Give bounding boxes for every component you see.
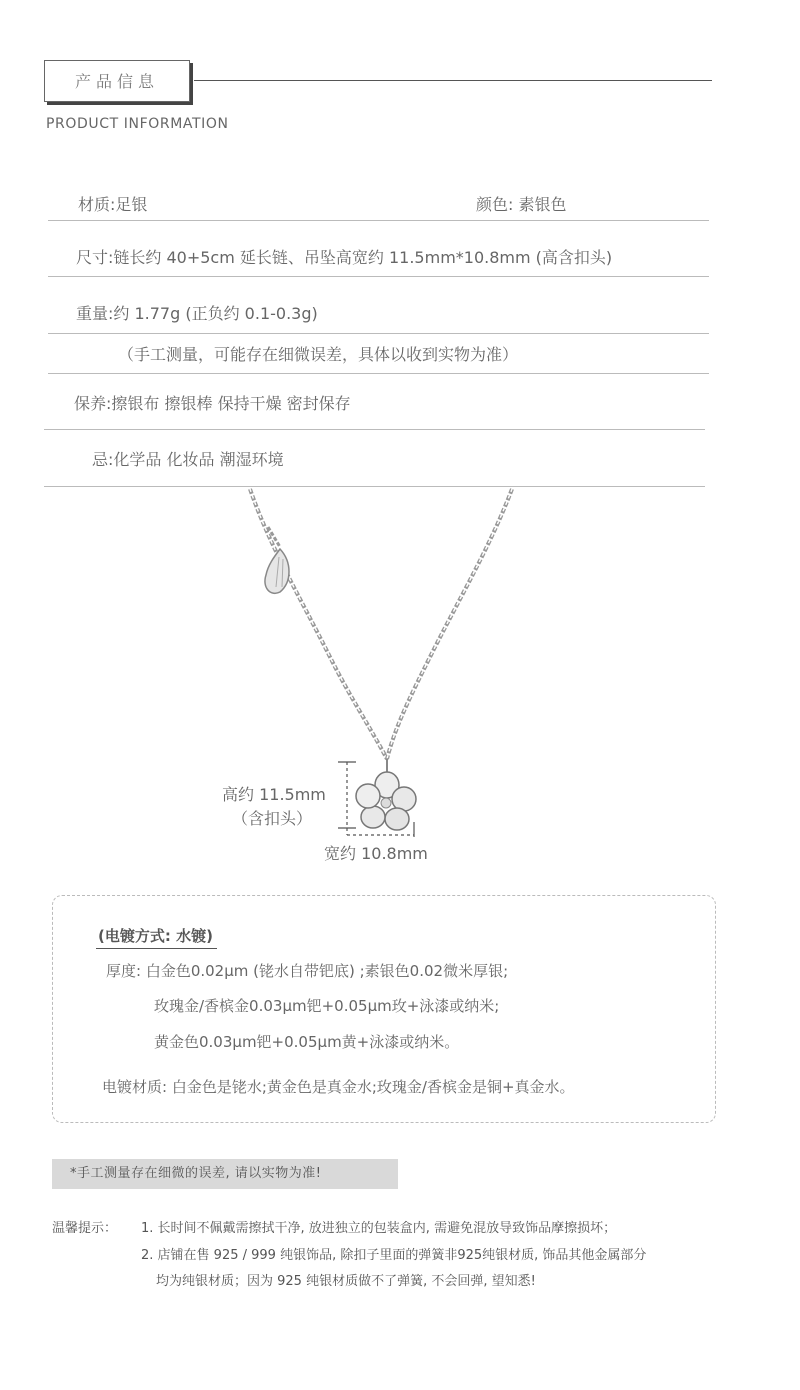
row-divider [48,373,709,374]
spec-color: 颜色: 素银色 [476,195,567,214]
section-title: 产品信息 [74,72,159,91]
tip-item-2: 2. 店铺在售 925 / 999 纯银饰品, 除扣子里面的弹簧非925纯银材质, 饰品其他金属部分 [141,1248,647,1263]
flower-pendant-icon [356,759,416,830]
height-note: （含扣头） [232,809,313,828]
chain-right-icon [387,489,512,759]
row-divider [48,333,709,334]
row-divider [48,276,709,277]
plating-title: (电镀方式: 水镀) [96,925,217,949]
measurement-note: *手工测量存在细微的误差, 请以实物为准! [70,1166,322,1181]
tip-item-1: 1. 长时间不佩戴需擦拭干净, 放进独立的包装盒内, 需避免混放导致饰品摩擦损坏； [141,1221,617,1236]
plating-thickness-2: 玫瑰金/香槟金0.03μm钯+0.05μm玫+泳漆或纳米; [154,997,500,1015]
tip-item-2-continued: 均为纯银材质；因为 925 纯银材质做不了弹簧, 不会回弹, 望知悉! [156,1274,536,1289]
spec-size: 尺寸:链长约 40+5cm 延长链、吊坠高宽约 11.5mm*10.8mm (高含扣头) [76,248,613,267]
necklace-illustration [0,487,800,877]
header-divider [194,80,712,81]
spec-care: 保养:擦银布 擦银棒 保持干燥 密封保存 [74,394,351,413]
tips-label: 温馨提示： [52,1221,118,1236]
measurement-note-bar [52,1159,398,1189]
spec-avoid: 忌:化学品 化妆品 潮湿环境 [92,450,284,469]
row-divider [44,429,705,430]
spec-weight: 重量:约 1.77g (正负约 0.1-0.3g) [76,304,318,323]
height-label: 高约 11.5mm [222,785,326,804]
spec-material: 材质:足银 [78,195,148,214]
section-subtitle: PRODUCT INFORMATION [46,116,229,132]
width-label: 宽约 10.8mm [324,844,428,863]
plating-thickness-1: 厚度: 白金色0.02μm (铑水自带钯底) ;素银色0.02微米厚银; [106,962,509,980]
row-divider [48,220,709,221]
dimension-height-icon [338,762,356,835]
section-header-box [44,60,190,102]
plating-material: 电镀材质: 白金色是铑水;黄金色是真金水;玫瑰金/香槟金是铜+真金水。 [102,1078,575,1096]
plating-thickness-3: 黄金色0.03μm钯+0.05μm黄+泳漆或纳米。 [154,1033,460,1051]
spec-weight-note: （手工测量，可能存在细微误差，具体以收到实物为准） [118,345,519,364]
